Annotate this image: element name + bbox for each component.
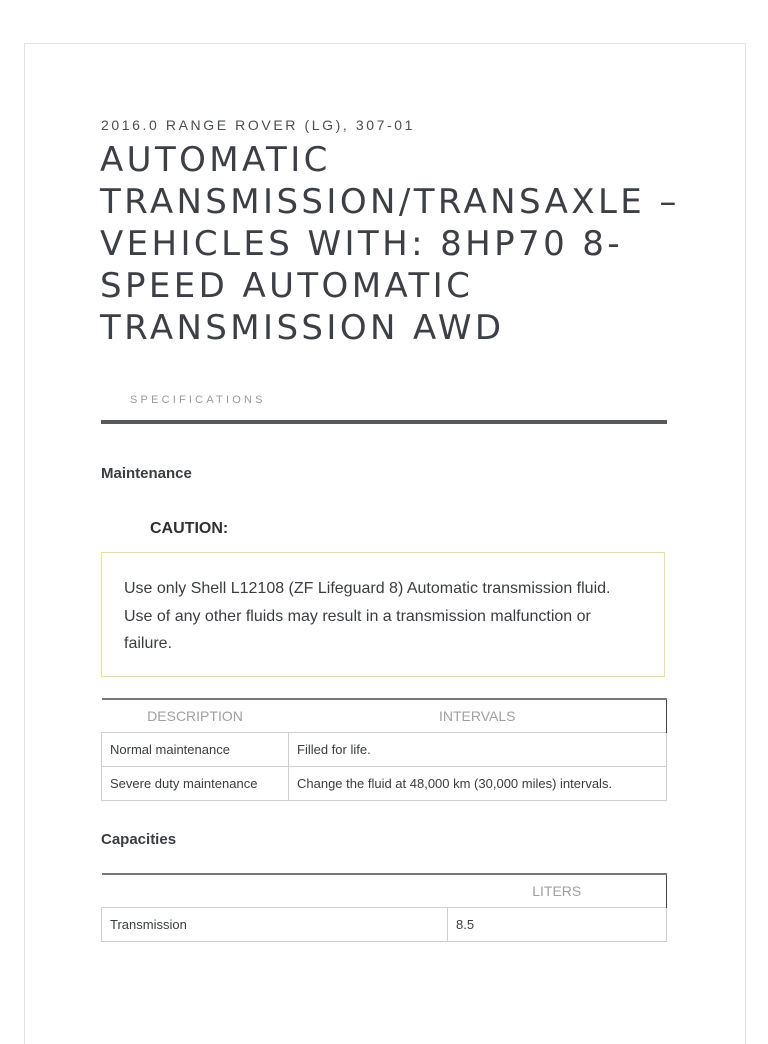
table-cell: Filled for life. xyxy=(289,733,667,767)
table-header-row xyxy=(102,699,667,733)
caution-box xyxy=(101,552,665,677)
table-row xyxy=(102,733,667,767)
table-row xyxy=(102,767,667,801)
capacities-heading: Capacities xyxy=(101,831,177,848)
table-cell: Change the fluid at 48,000 km (30,000 miles) intervals. xyxy=(289,767,667,801)
page-title: AUTOMATIC TRANSMISSION/TRANSAXLE – VEHICLES WITH: 8HP70 8-SPEED AUTOMATIC TRANSMISSION AWD xyxy=(100,140,680,348)
tab-underline xyxy=(101,420,667,424)
table-cell: Severe duty maintenance xyxy=(102,767,289,801)
breadcrumb: 2016.0 RANGE ROVER (LG), 307-01 xyxy=(101,117,416,133)
maintenance-table xyxy=(101,698,667,801)
column-header: DESCRIPTION xyxy=(102,699,289,733)
table-cell: Transmission xyxy=(102,908,448,942)
column-header: LITERS xyxy=(448,874,667,908)
column-header xyxy=(102,874,448,908)
caution-label: CAUTION: xyxy=(150,520,229,537)
table-row xyxy=(102,908,667,942)
capacities-table xyxy=(101,873,667,942)
caution-text: Use only Shell L12108 (ZF Lifeguard 8) Automatic transmission fluid. Use of any other fluids may result in a transmission malfunction or failure. xyxy=(124,580,611,652)
table-cell: Normal maintenance xyxy=(102,733,289,767)
table-header-row xyxy=(102,874,667,908)
maintenance-heading: Maintenance xyxy=(101,465,192,482)
column-header: INTERVALS xyxy=(289,699,667,733)
tab-specifications[interactable]: SPECIFICATIONS xyxy=(130,394,266,406)
table-cell: 8.5 xyxy=(448,908,667,942)
